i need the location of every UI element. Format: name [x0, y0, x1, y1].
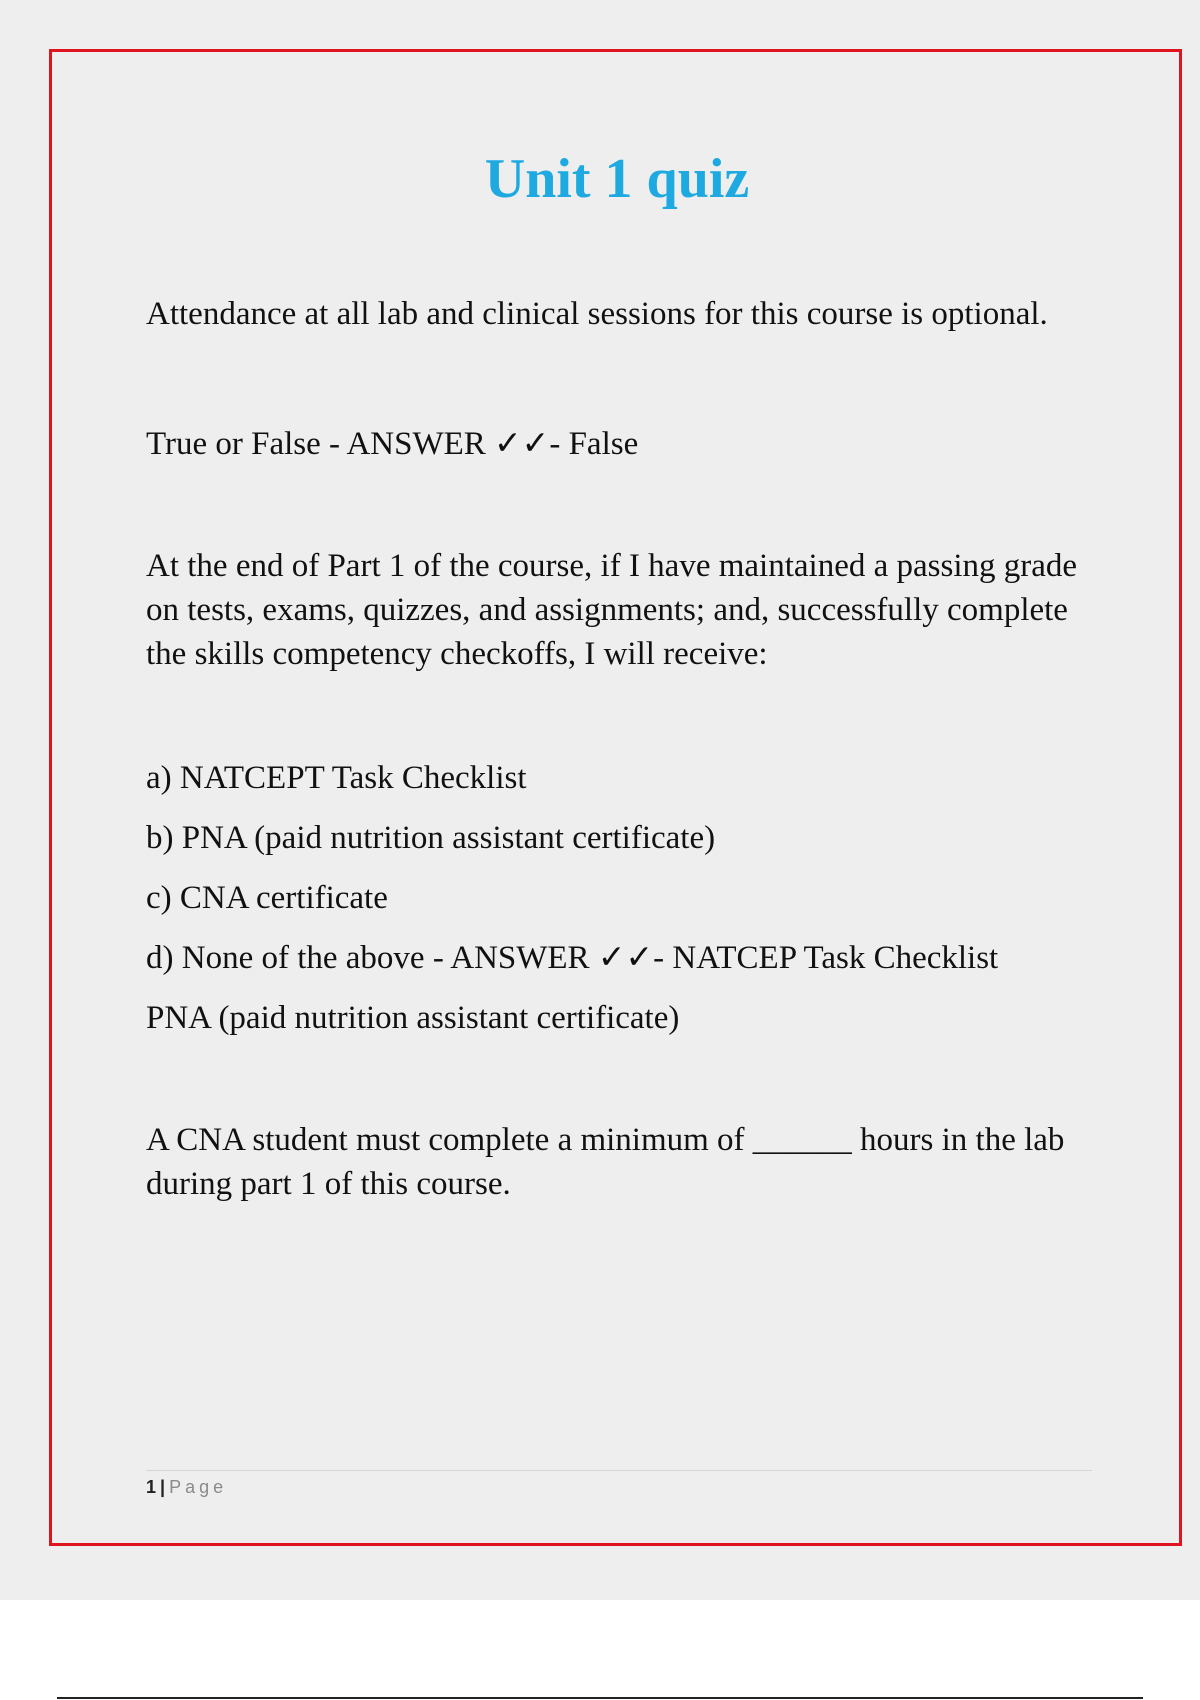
footer-divider [146, 1470, 1092, 1471]
quiz-content [146, 292, 1096, 1206]
page-label: Page [169, 1477, 228, 1497]
question-3-text: A CNA student must complete a minimum of ______ hours in the lab during part 1 of this course. [146, 1122, 1065, 1202]
document-title: Unit 1 quiz [484, 148, 750, 210]
page-footer [146, 1475, 227, 1499]
question-2-option-b: b) PNA (paid nutrition assistant certificate) [146, 820, 716, 856]
footer-separator: | [160, 1477, 166, 1497]
question-2-option-a: a) NATCEPT Task Checklist [146, 760, 527, 796]
question-2-answer-extra: PNA (paid nutrition assistant certificate) [146, 1000, 680, 1036]
question-1-text: Attendance at all lab and clinical sessions for this course is optional. [146, 296, 1048, 332]
question-1-answer: True or False - ANSWER ✓✓- False [146, 426, 639, 462]
next-page-divider [57, 1697, 1143, 1699]
question-2-option-d: d) None of the above - ANSWER ✓✓- NATCEP Task Checklist [146, 940, 999, 976]
page-number: 1 [146, 1477, 157, 1497]
question-2-option-c: c) CNA certificate [146, 880, 388, 916]
question-2-text: At the end of Part 1 of the course, if I have maintained a passing grade on tests, exams, quizzes, and assignments; and, successfully complete the skills competency checkoffs, I will receive: [146, 548, 1078, 672]
